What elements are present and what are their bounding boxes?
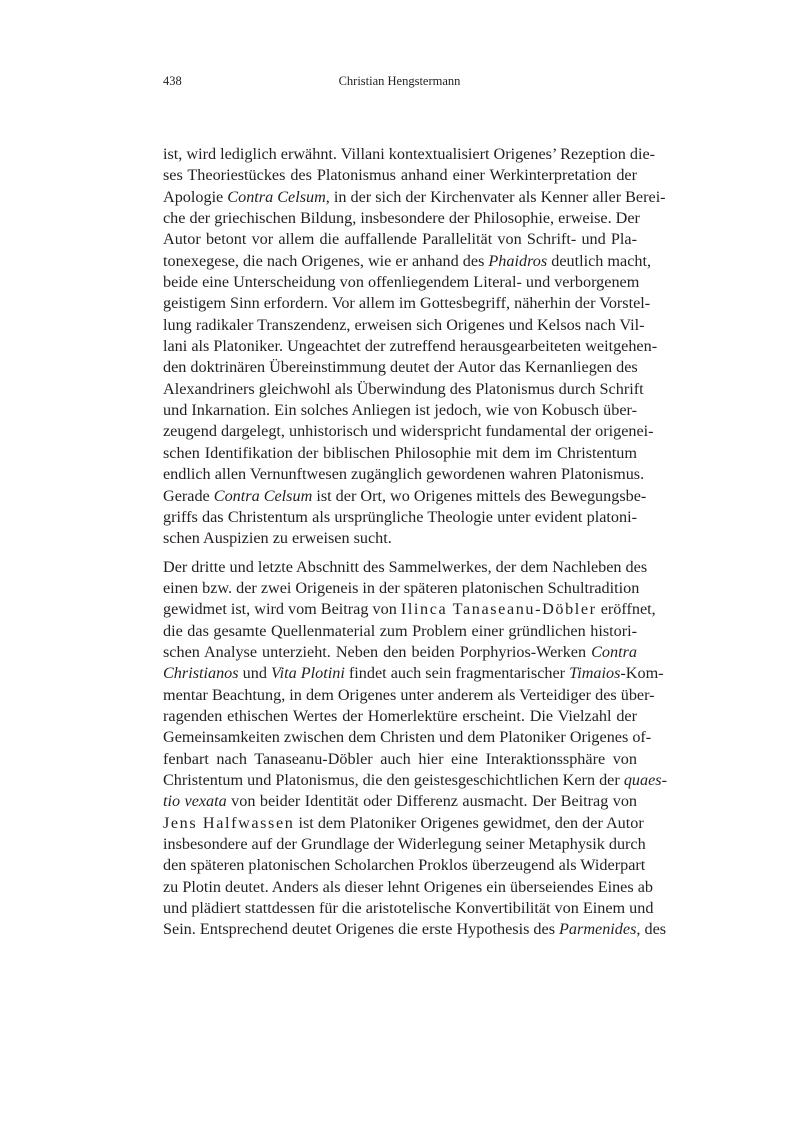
text-run: einen bzw. der zwei Origeneis in der späteren platonischen Schultradition — [163, 578, 640, 597]
text-run: den späteren platonischen Scholarchen Proklos überzeugend als Widerpart — [163, 856, 646, 875]
text-run: schen Analyse unterzieht. Neben den beiden Porphyrios-Werken — [163, 642, 592, 661]
text-line — [163, 663, 664, 684]
italic-text: quaes- — [623, 770, 667, 789]
text-run: Sein. Entsprechend deutet Origenes die erste Hypothesis des — [163, 920, 560, 939]
text-run: fenbart nach Tanaseanu-Döbler auch hier eine Interaktionssphäre von — [163, 749, 637, 768]
text-line — [163, 706, 637, 727]
text-run: lung radikaler Transzendenz, erweisen sich Origenes und Kelsos nach Vil- — [163, 315, 645, 334]
text-run: gewidmet ist, wird vom Beitrag von — [163, 600, 401, 619]
text-run: schen Auspizien zu erweisen sucht. — [163, 529, 392, 548]
text-line — [163, 528, 637, 549]
text-run: deutlich macht, — [547, 251, 652, 270]
page-number: 438 — [163, 74, 182, 88]
text-run: den doktrinären Übereinstimmung deutet der Autor das Kernanliegen des — [163, 358, 638, 377]
text-line — [163, 379, 644, 400]
text-run: tonexegese, die nach Origenes, wie er anhand des — [163, 251, 489, 270]
text-run: Gemeinsamkeiten zwischen dem Christen und dem Platoniker Origenes of- — [163, 728, 652, 747]
italic-text: Christianos — [163, 664, 239, 683]
italic-text: Timaios — [569, 664, 621, 683]
text-line — [163, 272, 640, 293]
spaced-name: Jens Halfwassen — [163, 813, 295, 832]
text-run: , in der sich der Kirchenvater als Kenner aller Berei- — [325, 187, 666, 206]
text-line — [163, 642, 637, 663]
text-line — [163, 557, 648, 578]
text-line — [163, 877, 653, 898]
text-run: , des — [636, 920, 667, 939]
text-run: Christentum und Platonismus, die den geistesgeschichtlichen Kern der — [163, 770, 624, 789]
text-line — [163, 685, 655, 706]
text-line — [163, 464, 645, 485]
text-line — [163, 144, 656, 165]
text-run: endlich allen Vernunftwesen zugänglich gewordenen wahren Platonismus. — [163, 465, 645, 484]
text-line — [163, 400, 637, 421]
text-run: eröffnet, — [596, 600, 656, 619]
text-line — [163, 578, 640, 599]
text-line — [163, 770, 667, 791]
text-line — [163, 919, 667, 940]
text-line — [163, 621, 637, 642]
text-line — [163, 599, 656, 620]
text-run: lani als Platoniker. Ungeachtet der zutreffend herausgearbeiteten weitgehen- — [163, 337, 658, 356]
text-run: von beider Identität oder Differenz ausmacht. Der Beitrag von — [226, 792, 638, 811]
text-line — [163, 727, 652, 748]
text-run: schen Identifikation der biblischen Philosophie mit dem im Christentum — [163, 443, 637, 462]
text-line — [163, 251, 652, 272]
text-run: ist, wird lediglich erwähnt. Villani kontextualisiert Origenes’ Rezeption die- — [163, 145, 656, 163]
text-line — [163, 749, 637, 770]
italic-text: Contra — [591, 642, 637, 661]
text-run: insbesondere auf der Grundlage der Widerlegung seiner Metaphysik durch — [163, 835, 646, 853]
text-line — [163, 187, 666, 208]
text-run: und — [238, 664, 271, 683]
text-run: griffs das Christentum als ursprüngliche Theologie unter evident platoni- — [163, 507, 637, 526]
italic-text: Vita Plotini — [270, 664, 345, 683]
text-run: beide eine Unterscheidung von offenliegendem Literal- und verborgenem — [163, 273, 640, 292]
text-run: ses Theoriestückes des Platonismus anhand einer Werkinterpretation der — [163, 166, 637, 185]
paragraph-1 — [163, 144, 666, 550]
text-line — [163, 791, 637, 812]
text-run: mentar Beachtung, in dem Origenes unter anderem als Verteidiger des über- — [163, 685, 655, 704]
text-run: Der dritte und letzte Abschnitt des Sammelwerkes, der dem Nachleben des — [163, 557, 648, 576]
italic-text: Parmenides — [559, 920, 637, 939]
text-run: che der griechischen Bildung, insbesondere der Philosophie, erweise. Der — [163, 209, 640, 228]
text-line — [163, 834, 646, 855]
text-run: und plädiert stattdessen für die aristotelische Konvertibilität von Einem und — [163, 899, 654, 918]
text-run: ist dem Platoniker Origenes gewidmet, den der Autor — [294, 813, 644, 832]
italic-text: Phaidros — [488, 251, 548, 270]
body-text — [163, 144, 667, 941]
text-run: findet auch sein fragmentarischer — [344, 664, 570, 683]
text-line — [163, 357, 637, 378]
text-run: die das gesamte Quellenmaterial zum Problem einer gründlichen histori- — [163, 621, 637, 640]
text-line — [163, 229, 637, 250]
text-line — [163, 443, 637, 464]
text-line — [163, 293, 651, 314]
italic-text: tio vexata — [163, 792, 227, 811]
running-title: Christian Hengstermann — [338, 74, 461, 88]
paragraph-2 — [163, 557, 667, 941]
text-line — [163, 898, 654, 919]
text-line — [163, 421, 654, 442]
text-line — [163, 165, 637, 186]
text-run: zu Plotin deutet. Anders als dieser lehnt Origenes ein überseiendes Eines ab — [163, 877, 653, 896]
text-line — [163, 208, 640, 229]
text-run: und Inkarnation. Ein solches Anliegen ist jedoch, wie von Kobusch über- — [163, 401, 637, 420]
text-run: Apologie — [163, 187, 228, 206]
spaced-name: Ilinca Tanaseanu-Döbler — [400, 600, 597, 619]
text-run: Alexandriners gleichwohl als Überwindung des Platonismus durch Schrift — [163, 379, 644, 398]
text-run: Gerade — [163, 486, 214, 505]
text-line — [163, 315, 645, 336]
running-head — [163, 74, 636, 94]
text-run: geistigem Sinn erfordern. Vor allem im Gottesbegriff, näherhin der Vorstel- — [163, 294, 651, 313]
text-line — [163, 486, 647, 507]
text-run: Autor betont vor allem die auffallende Parallelität von Schrift- und Pla- — [163, 230, 637, 249]
text-line — [163, 507, 637, 528]
text-line — [163, 855, 646, 876]
text-line — [163, 813, 644, 834]
text-run: -Kom- — [620, 664, 664, 683]
text-run: ragenden ethischen Wertes der Homerlektüre erscheint. Die Vielzahl der — [163, 706, 637, 725]
text-line — [163, 336, 658, 357]
text-run: zeugend dargelegt, unhistorisch und widerspricht fundamental der origenei- — [163, 422, 654, 441]
text-run: ist der Ort, wo Origenes mittels des Bewegungsbe- — [312, 486, 647, 505]
italic-text: Contra Celsum — [213, 486, 313, 505]
italic-text: Contra Celsum — [227, 187, 326, 206]
